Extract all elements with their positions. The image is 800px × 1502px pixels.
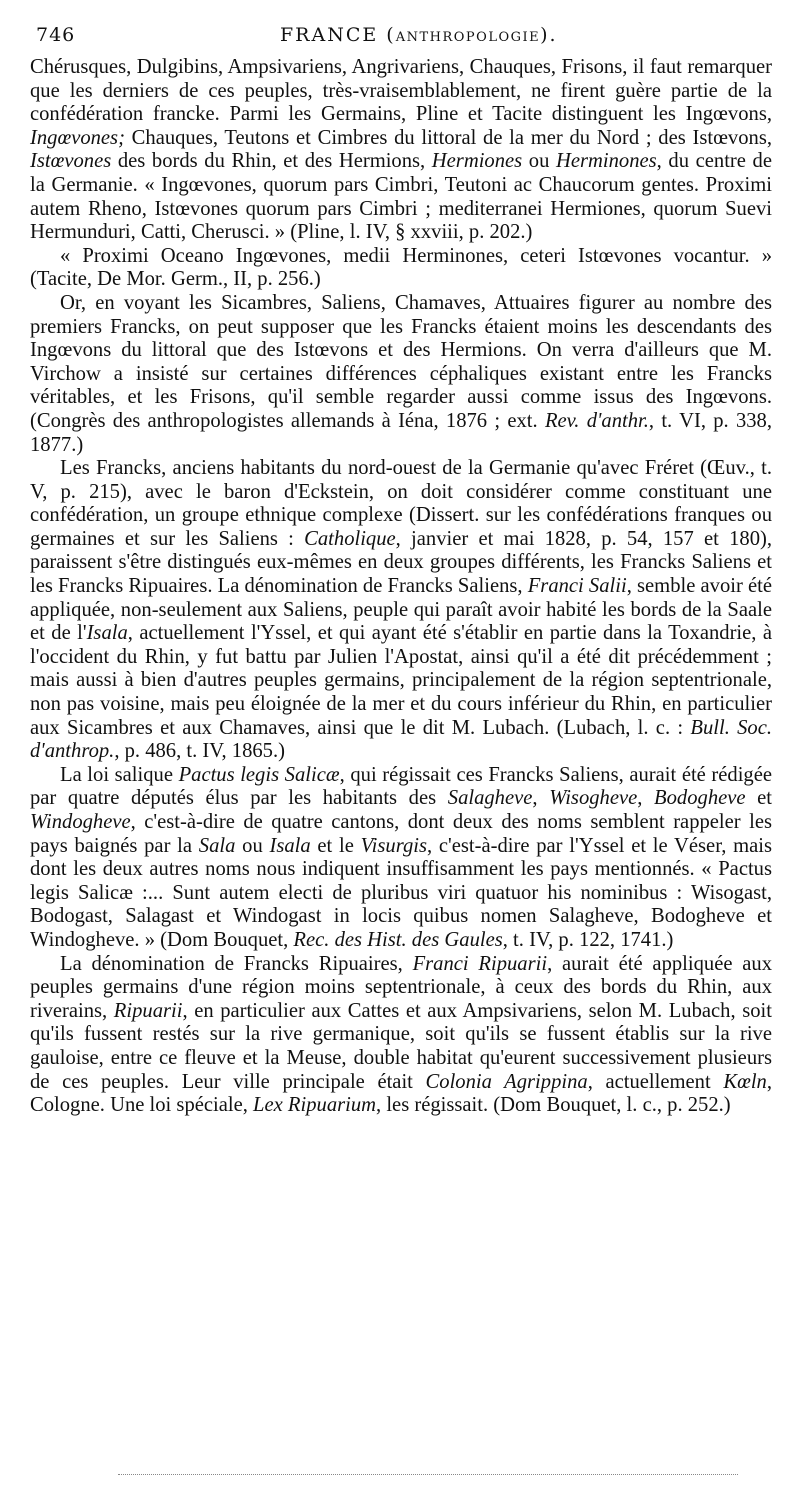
- italic-text: Colonia Agrippina: [425, 1070, 588, 1093]
- text-run: et: [745, 787, 773, 810]
- text-run: Or, en voyant les Sicambres, Saliens, Chamaves, Attuaires figurer au nombre des premiers Francks, on peut supposer que les Francks étaient moins les descendants des Ingœvons du littoral que des Istœvons et des Hermions. On verra d'ailleurs que M. Virchow a insisté sur certaines différences céphaliques existant entre les Francks véritables, et les Frisons, qu'il semble regarder aussi comme issus des Ingœvons. (Congrès des anthropologistes allemands à Iéna, 1876 ; ext.: [30, 291, 772, 432]
- text-run: , les régissait. (Dom Bouquet, l. c., p. 252.): [376, 1094, 731, 1117]
- paragraph: [30, 292, 772, 457]
- paragraph: [30, 56, 772, 245]
- text-run: , p. 486, t. IV, 1865.): [114, 740, 285, 763]
- text-run: , actuellement l'Yssel, et qui ayant été s'établir en partie dans la Toxandrie, à l'occident du Rhin, y fut battu par Julien l'Apostat, ainsi qu'il a été dit précédemment ; mais aussi à bien d'autres peuples germains, principalement de la région septentrionale, non pas voisine, mais peu éloignée de la mer et du cours inférieur du Rhin, en particulier aux Sicambres et aux Chamaves, ainsi que le dit M. Lubach. (Lubach, l. c. :: [30, 622, 773, 739]
- text-run: , janvier et mai 1828, p. 54, 157 et 180), paraissent s'être distingués eux-mêmes en deux groupes différents, les Francks Saliens et les Francks Ripuaires. La dénomination de Francks Saliens,: [30, 527, 772, 598]
- italic-text: Franci Ripuarii: [412, 952, 548, 975]
- italic-text: Isala: [86, 622, 128, 645]
- italic-text: Catholique: [304, 527, 396, 550]
- running-head-title: FRANCE (: [280, 24, 396, 46]
- body-text: [30, 56, 772, 1118]
- italic-text: Isala: [269, 834, 311, 857]
- text-run: ou: [235, 834, 270, 857]
- book-page: [30, 22, 772, 1118]
- paragraph: [30, 953, 772, 1118]
- page-header: [30, 22, 772, 56]
- italic-text: Ingœvones;: [30, 126, 125, 149]
- italic-text: Salagheve: [447, 787, 533, 810]
- page-number: 746: [36, 24, 76, 46]
- paragraph: [30, 457, 772, 764]
- text-run: , t. IV, p. 122, 1741.): [502, 928, 674, 951]
- italic-text: Bull. Soc. d'anthrop.: [30, 716, 772, 763]
- text-run: Chérusques, Dulgibins, Ampsivariens, Angrivariens, Chauques, Frisons, il faut remarquer que les derniers de ces peuples, très-vraisemblablement, ne firent guère partie de la confédération francke. Parmi les Germains, Pline et Tacite distinguent les Ingœvons,: [30, 56, 772, 126]
- running-head: [280, 24, 558, 46]
- italic-text: Sala: [198, 834, 236, 857]
- running-head-subtitle: ANTHROPOLOGIE: [395, 30, 541, 45]
- paragraph: [30, 245, 772, 292]
- text-run: , du centre de la Germanie. « Ingœvones, quorum pars Cimbri, Teutoni ac Chaucorum gentes. Proximi autem Rheno, Istœvones quorum pars Cimbri ; mediterranei Hermiones, quorum Suevi Hermunduri, Catti, Cherusci. » (Pline, l. IV, § xxviii, p. 202.): [30, 150, 772, 244]
- italic-text: Rev. d'anthr.: [544, 409, 649, 432]
- text-run: La loi salique: [60, 763, 179, 786]
- paragraph: [30, 764, 772, 953]
- italic-text: Hermiones: [431, 150, 523, 173]
- italic-text: Franci Salii: [527, 575, 627, 598]
- italic-text: Herminones: [556, 150, 657, 173]
- text-run: Les Francks, anciens habitants du nord-ouest de la Germanie qu'avec Fréret (Œuv., t. V, p. 215), avec le baron d'Eckstein, on doit considérer comme constituant une confédération, un groupe ethnique complexe (Dissert. sur les confédérations franques ou germaines et sur les Saliens :: [30, 457, 772, 550]
- text-run: , t. VI, p. 338, 1877.): [30, 409, 772, 456]
- footer-dotted-rule: [118, 1474, 738, 1475]
- text-run: Chauques, Teutons et Cimbres du littoral de la mer du Nord ; des Istœvons,: [124, 126, 772, 149]
- text-run: , qui régissait ces Francks Saliens, aurait été rédigée par quatre députés élus par les habitants des: [30, 763, 773, 810]
- italic-text: Lex Ripuarium: [253, 1094, 377, 1117]
- italic-text: Kœln: [723, 1070, 767, 1093]
- italic-text: Ripuarii: [113, 999, 183, 1022]
- italic-text: Istœvones: [30, 150, 112, 173]
- text-run: , c'est-à-dire par l'Yssel et le Véser, mais dont les deux autres noms nous indiquent insuffisamment les pays mentionnés. « Pactus legis Salicæ :... Sunt autem electi de pluribus viri quatuor his nominibus : Wisogast, Bodogast, Salagast et Windogast in locis quibus nomen Salagheve, Bodogheve et Windogheve. » (Dom Bouquet,: [30, 834, 773, 951]
- italic-text: Bodogheve: [654, 787, 746, 810]
- text-run: , en particulier aux Cattes et aux Ampsivariens, selon M. Lubach, soit qu'ils fussent restés sur la rive germanique, soit qu'ils se fussent établis sur la rive gauloise, entre ce fleuve et la Meuse, double habitat qu'eurent successivement plusieurs de ces peuples. Leur ville principale était: [30, 999, 772, 1093]
- italic-text: Visurgis: [360, 834, 427, 857]
- italic-text: Windogheve: [30, 811, 131, 833]
- text-run: La dénomination de Francks Ripuaires,: [60, 952, 413, 975]
- text-run: et le: [310, 834, 361, 857]
- text-run: , aurait été appliquée aux peuples germains d'une région moins septentrionale, à ceux des bords du Rhin, aux riverains,: [30, 952, 772, 1022]
- italic-text: Rec. des Hist. des Gaules: [293, 928, 503, 951]
- italic-text: Wisogheve: [549, 787, 638, 810]
- text-run: « Proximi Oceano Ingœvones, medii Herminones, ceteri Istœvones vocantur. » (Tacite, De Mor. Germ., II, p. 256.): [30, 244, 772, 291]
- text-run: des bords du Rhin, et des Hermions,: [111, 150, 432, 173]
- text-run: ,: [637, 787, 655, 810]
- text-run: , actuellement: [587, 1070, 724, 1093]
- running-head-end: ).: [540, 24, 558, 46]
- text-run: , c'est-à-dire de quatre cantons, dont deux des noms semblent rappeler les pays baignés par la: [30, 811, 772, 857]
- text-run: , Cologne. Une loi spéciale,: [30, 1070, 772, 1117]
- text-run: ,: [532, 787, 550, 810]
- text-run: ou: [522, 150, 556, 173]
- italic-text: Pactus legis Salicæ: [178, 763, 340, 786]
- text-run: , semble avoir été appliquée, non-seulement aux Saliens, peuple qui paraît avoir habité les bords de la Saale et de l': [30, 575, 772, 645]
